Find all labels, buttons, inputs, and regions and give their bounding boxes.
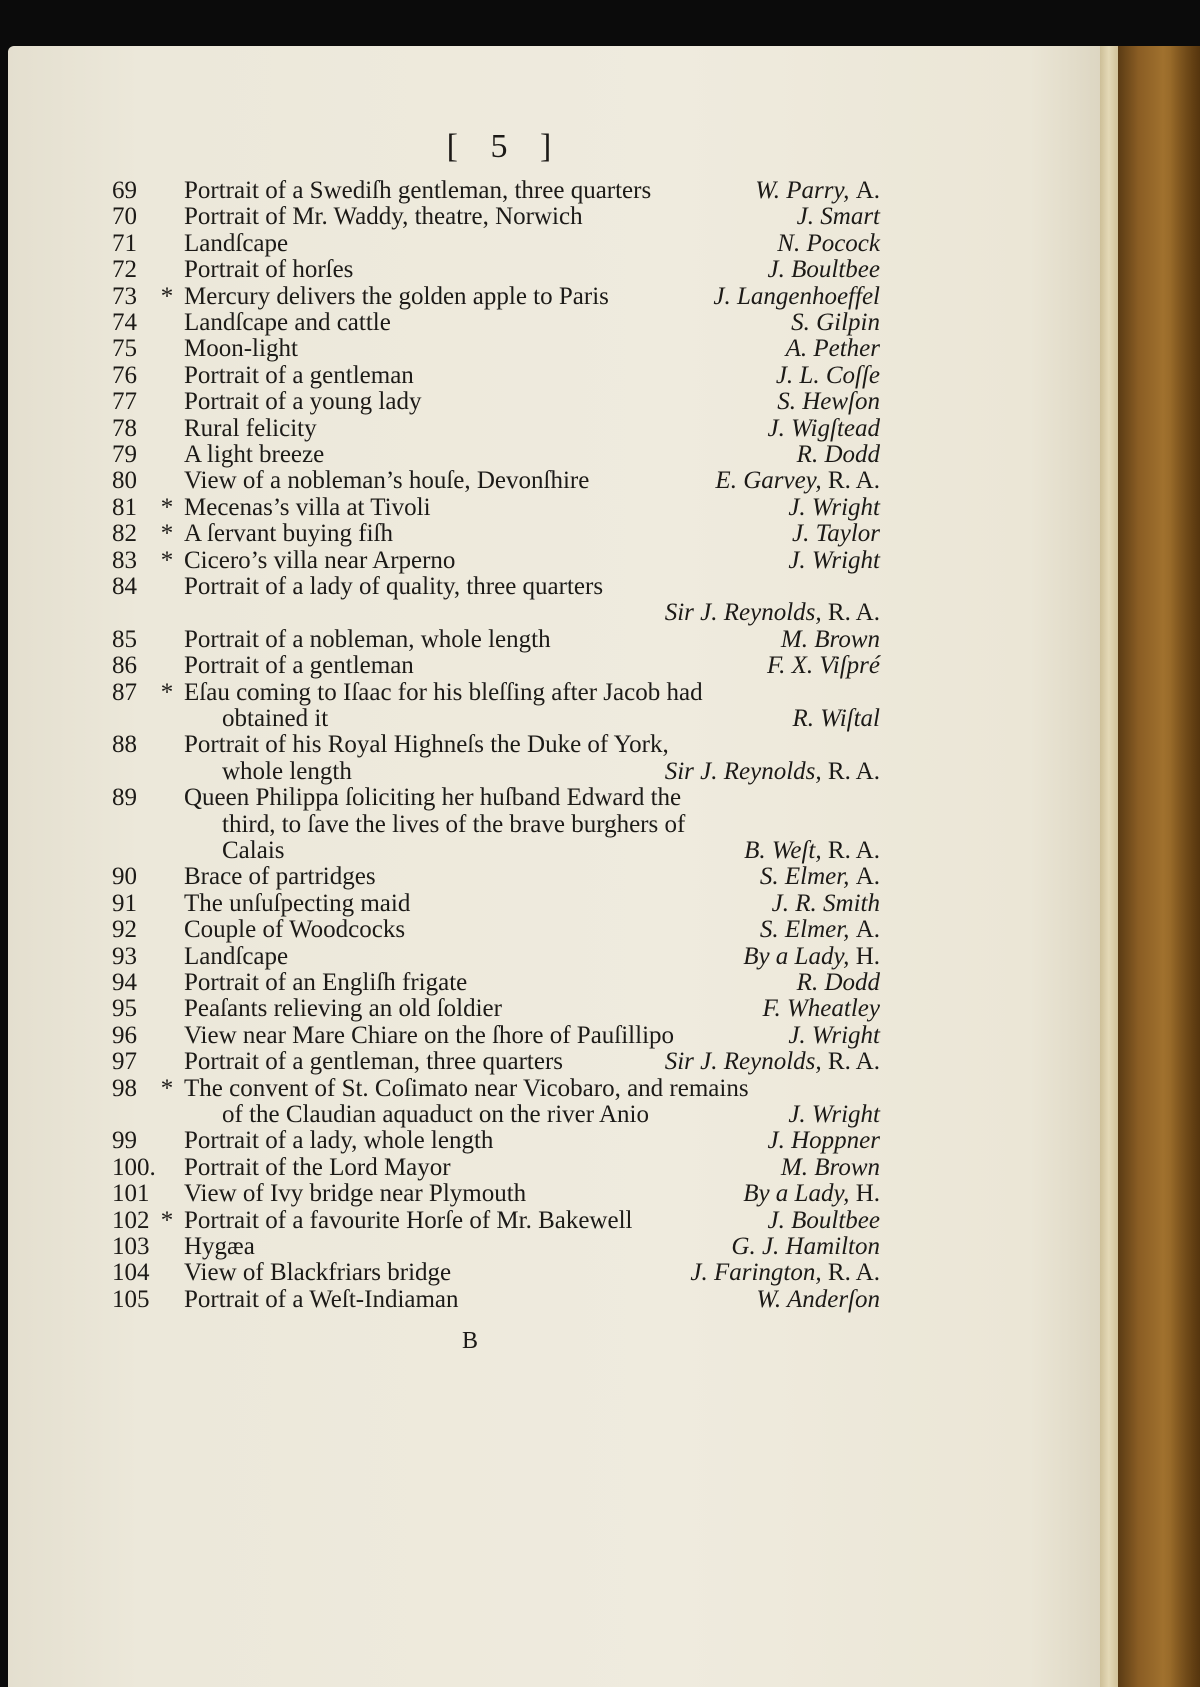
entry-artist bbox=[781, 1154, 880, 1181]
entry-artist bbox=[792, 520, 880, 547]
entry-title: View near Mare Chiare on the ſhore of Pauſillipo bbox=[184, 1021, 675, 1049]
entry-number: 91 bbox=[112, 889, 137, 917]
entry-artist bbox=[797, 203, 880, 230]
entry-number: 95 bbox=[112, 995, 137, 1023]
catalogue-entry bbox=[0, 811, 1000, 838]
entry-title: Moon-light bbox=[184, 335, 298, 363]
entry-number: 76 bbox=[112, 361, 137, 389]
artist-name: Sir J. Reynolds, bbox=[664, 1048, 822, 1076]
entry-artist bbox=[768, 1127, 880, 1154]
artist-name: J. Wigſtead bbox=[767, 414, 880, 442]
artist-rank: R. A. bbox=[827, 757, 880, 785]
catalogue-entry bbox=[0, 1259, 1000, 1286]
catalogue-entry bbox=[0, 1022, 1000, 1049]
entry-artist bbox=[665, 599, 880, 626]
catalogue-entry bbox=[0, 1101, 1000, 1128]
entry-number: 96 bbox=[112, 1021, 137, 1049]
catalogue-entry bbox=[0, 731, 1000, 758]
entry-asterisk: * bbox=[160, 282, 174, 310]
entry-title: Mecenas’s villa at Tivoli bbox=[184, 493, 431, 521]
catalogue-entry bbox=[0, 1233, 1000, 1260]
entry-title: View of Ivy bridge near Plymouth bbox=[184, 1180, 527, 1208]
artist-name: J. Wright bbox=[788, 546, 880, 574]
catalogue-entry bbox=[0, 626, 1000, 653]
entry-number: 103 bbox=[112, 1233, 150, 1260]
entry-artist bbox=[772, 890, 880, 917]
artist-name: J. L. Coſſe bbox=[775, 361, 880, 389]
entry-number: 85 bbox=[112, 625, 137, 653]
entry-artist bbox=[788, 1101, 880, 1128]
catalogue-entry bbox=[0, 652, 1000, 679]
entry-number: 104 bbox=[112, 1259, 150, 1287]
entry-title: Brace of partridges bbox=[184, 863, 376, 891]
artist-rank: R. A. bbox=[827, 1259, 880, 1287]
entry-number: 90 bbox=[112, 863, 137, 891]
entry-title: The unſuſpecting maid bbox=[184, 889, 411, 917]
artist-name: S. Elmer, bbox=[759, 863, 850, 891]
catalogue-entry bbox=[0, 916, 1000, 943]
entry-artist bbox=[797, 969, 880, 996]
entry-number: 92 bbox=[112, 916, 137, 944]
artist-name: B. Weſt, bbox=[744, 837, 822, 864]
entry-title: Cicero’s villa near Arperno bbox=[184, 546, 456, 574]
artist-name: Sir J. Reynolds, bbox=[664, 757, 822, 785]
entry-title: obtained it bbox=[222, 705, 329, 732]
artist-rank: R. A. bbox=[827, 599, 880, 627]
entry-title: whole length bbox=[222, 757, 352, 785]
entry-artist bbox=[713, 283, 880, 310]
catalogue-entry bbox=[0, 890, 1000, 917]
catalogue-entry bbox=[0, 1286, 1000, 1313]
entry-title: Portrait of a young lady bbox=[184, 388, 422, 416]
entry-asterisk: * bbox=[160, 493, 174, 521]
artist-name: J. Hoppner bbox=[767, 1127, 880, 1155]
artist-name: S. Elmer, bbox=[759, 916, 850, 944]
artist-name: J. Langenhoeffel bbox=[713, 282, 880, 310]
artist-rank: A. bbox=[855, 863, 880, 891]
artist-name: J. Smart bbox=[796, 203, 880, 231]
entry-artist bbox=[744, 837, 880, 864]
entry-title: third, to ſave the lives of the brave burghers of bbox=[222, 810, 686, 838]
artist-rank: R. A. bbox=[827, 467, 880, 495]
artist-name: J. Farington, bbox=[690, 1259, 822, 1287]
entry-title: Couple of Woodcocks bbox=[184, 916, 406, 944]
entry-title: Portrait of a lady of quality, three quarters bbox=[184, 573, 604, 600]
artist-name: M. Brown bbox=[780, 625, 880, 653]
entry-artist bbox=[743, 943, 880, 970]
catalogue-entry bbox=[0, 1048, 1000, 1075]
catalogue-entry bbox=[0, 1075, 1000, 1102]
artist-name: J. Wright bbox=[788, 493, 880, 521]
entry-number: 88 bbox=[112, 731, 137, 759]
catalogue-entry bbox=[0, 520, 1000, 547]
catalogue-entry bbox=[0, 995, 1000, 1022]
entry-number: 79 bbox=[112, 441, 137, 468]
entry-title: Portrait of horſes bbox=[184, 256, 354, 284]
artist-name: M. Brown bbox=[780, 1153, 880, 1181]
entry-title: Portrait of a Weſt-Indiaman bbox=[184, 1285, 459, 1313]
entry-artist bbox=[767, 652, 880, 679]
entry-number: 73 bbox=[112, 282, 137, 310]
entry-artist bbox=[665, 758, 880, 785]
entry-number: 101 bbox=[112, 1180, 150, 1208]
artist-rank: A. bbox=[855, 916, 880, 944]
artist-name: R. Wiſtal bbox=[792, 705, 880, 732]
artist-name: A. Pether bbox=[785, 335, 880, 363]
signature-mark: B bbox=[461, 1328, 478, 1354]
entry-number: 78 bbox=[112, 414, 137, 442]
catalogue-entry bbox=[0, 335, 1000, 362]
catalogue-entry bbox=[0, 943, 1000, 970]
catalogue-entry bbox=[0, 467, 1000, 494]
catalogue-entry bbox=[0, 415, 1000, 442]
artist-rank: A. bbox=[855, 177, 880, 204]
artist-name: S. Gilpin bbox=[791, 309, 880, 336]
entry-artist bbox=[781, 626, 880, 653]
artist-name: W. Anderſon bbox=[756, 1285, 880, 1313]
entry-title: Portrait of an Engliſh frigate bbox=[184, 969, 468, 996]
entry-title: Portrait of a gentleman, three quarters bbox=[184, 1048, 564, 1076]
entry-title: Rural felicity bbox=[184, 414, 317, 442]
entry-title: Portrait of a Swediſh gentleman, three quarters bbox=[184, 177, 652, 204]
entry-number: 70 bbox=[112, 203, 137, 231]
artist-name: E. Garvey, bbox=[715, 467, 822, 495]
catalogue-entry bbox=[0, 969, 1000, 996]
artist-rank: H. bbox=[855, 942, 880, 970]
catalogue-entry bbox=[0, 441, 1000, 468]
artist-name: By a Lady, bbox=[743, 942, 850, 970]
catalogue-entry bbox=[0, 705, 1000, 732]
catalogue-entry bbox=[0, 494, 1000, 521]
entry-number: 82 bbox=[112, 520, 137, 548]
artist-name: J. Wright bbox=[788, 1101, 880, 1128]
entry-asterisk: * bbox=[160, 678, 174, 706]
entry-artist bbox=[797, 441, 880, 468]
entry-title: Portrait of a gentleman bbox=[184, 361, 414, 389]
artist-name: By a Lady, bbox=[743, 1180, 850, 1208]
entry-number: 87 bbox=[112, 678, 137, 706]
artist-name: N. Pocock bbox=[777, 229, 880, 257]
entry-title: Mercury delivers the golden apple to Paris bbox=[184, 282, 609, 310]
catalogue-entry bbox=[0, 230, 1000, 257]
entry-title: Landſcape bbox=[184, 942, 289, 970]
artist-name: G. J. Hamilton bbox=[731, 1233, 880, 1260]
entry-artist bbox=[793, 705, 881, 732]
entry-artist bbox=[690, 1259, 880, 1286]
artist-name: W. Parry, bbox=[755, 177, 850, 204]
catalogue-entry bbox=[0, 1127, 1000, 1154]
artist-rank: H. bbox=[855, 1180, 880, 1208]
entry-artist bbox=[788, 547, 880, 574]
catalogue-entry bbox=[0, 758, 1000, 785]
entry-number: 99 bbox=[112, 1127, 137, 1155]
entry-artist bbox=[760, 916, 880, 943]
entry-number: 93 bbox=[112, 942, 137, 970]
entry-number: 81 bbox=[112, 493, 137, 521]
entry-artist bbox=[731, 1233, 880, 1260]
entry-title: Portrait of a nobleman, whole length bbox=[184, 625, 551, 653]
entry-number: 105 bbox=[112, 1285, 150, 1313]
catalogue-entry bbox=[0, 388, 1000, 415]
entry-number: 98 bbox=[112, 1074, 137, 1102]
catalogue-entry bbox=[0, 547, 1000, 574]
entry-number: 102 bbox=[112, 1206, 150, 1234]
catalogue-entry bbox=[0, 1207, 1000, 1234]
entry-artist bbox=[788, 494, 880, 521]
entry-number: 84 bbox=[112, 573, 137, 600]
artist-name: J. Boultbee bbox=[767, 1206, 880, 1234]
entry-title: The convent of St. Coſimato near Vicobaro, and remains bbox=[184, 1074, 749, 1102]
entry-title: A ſervant buying fiſh bbox=[184, 520, 393, 548]
entry-title: Portrait of his Royal Highneſs the Duke of York, bbox=[184, 731, 669, 759]
entry-number: 83 bbox=[112, 546, 137, 574]
entry-number: 77 bbox=[112, 388, 137, 416]
entry-asterisk: * bbox=[160, 1206, 174, 1234]
entry-artist bbox=[760, 863, 880, 890]
entry-title: A light breeze bbox=[184, 441, 325, 468]
entry-artist bbox=[715, 467, 880, 494]
entry-artist bbox=[768, 415, 880, 442]
catalogue-entry bbox=[0, 573, 1000, 600]
entry-number: 74 bbox=[112, 309, 137, 336]
catalogue-entry bbox=[0, 283, 1000, 310]
entry-artist bbox=[777, 230, 880, 257]
entry-number: 89 bbox=[112, 784, 137, 812]
artist-rank: R. A. bbox=[827, 837, 880, 864]
book-cover-shadow bbox=[1170, 46, 1200, 1687]
catalogue-entry bbox=[0, 203, 1000, 230]
entry-title: Portrait of Mr. Waddy, theatre, Norwich bbox=[184, 203, 583, 231]
artist-name: S. Hewſon bbox=[777, 388, 880, 416]
entry-title: Eſau coming to Iſaac for his bleſſing after Jacob had bbox=[184, 678, 703, 706]
entry-artist bbox=[755, 177, 880, 204]
entry-title: Hygæa bbox=[184, 1233, 255, 1260]
entry-asterisk: * bbox=[160, 520, 174, 548]
entry-artist bbox=[776, 362, 880, 389]
artist-name: Sir J. Reynolds, bbox=[664, 599, 822, 627]
entry-number: 69 bbox=[112, 177, 137, 204]
entry-number: 72 bbox=[112, 256, 137, 284]
catalogue-entry bbox=[0, 1180, 1000, 1207]
entry-artist bbox=[665, 1048, 880, 1075]
artist-name: J. Boultbee bbox=[767, 256, 880, 284]
artist-name: J. R. Smith bbox=[771, 889, 880, 917]
entry-number: 71 bbox=[112, 229, 137, 257]
entry-title: Portrait of a lady, whole length bbox=[184, 1127, 494, 1155]
artist-name: R. Dodd bbox=[796, 441, 880, 468]
entry-artist bbox=[786, 335, 880, 362]
entry-title: Portrait of a gentleman bbox=[184, 652, 414, 680]
artist-name: F. X. Viſpré bbox=[767, 652, 880, 680]
entry-artist bbox=[777, 388, 880, 415]
entry-title: Portrait of a favourite Horſe of Mr. Bakewell bbox=[184, 1206, 633, 1234]
entry-title: Peaſants relieving an old ſoldier bbox=[184, 995, 502, 1023]
catalogue-entry bbox=[0, 784, 1000, 811]
entry-artist bbox=[756, 1286, 880, 1313]
catalogue-entry bbox=[0, 679, 1000, 706]
artist-rank: R. A. bbox=[827, 1048, 880, 1076]
entry-number: 75 bbox=[112, 335, 137, 363]
catalogue-entry bbox=[0, 1154, 1000, 1181]
catalogue-entry bbox=[0, 362, 1000, 389]
entry-asterisk: * bbox=[160, 1074, 174, 1102]
entry-number: 100. bbox=[112, 1153, 156, 1181]
entry-title: Landſcape bbox=[184, 229, 289, 257]
page-number-header: [ 5 ] bbox=[446, 128, 564, 165]
entry-title: Queen Philippa ſoliciting her huſband Edward the bbox=[184, 784, 682, 812]
entry-title: of the Claudian aquaduct on the river Anio bbox=[222, 1101, 649, 1128]
entry-artist bbox=[743, 1180, 880, 1207]
entry-number: 86 bbox=[112, 652, 137, 680]
catalogue-entry bbox=[0, 863, 1000, 890]
catalogue-entry bbox=[0, 309, 1000, 336]
catalogue-entry bbox=[0, 177, 1000, 204]
catalogue-entry bbox=[0, 599, 1000, 626]
entry-number: 94 bbox=[112, 969, 137, 996]
entry-artist bbox=[788, 1022, 880, 1049]
artist-name: F. Wheatley bbox=[762, 995, 880, 1023]
entry-title: Portrait of the Lord Mayor bbox=[184, 1153, 451, 1181]
entry-title: View of a nobleman’s houſe, Devonſhire bbox=[184, 467, 590, 495]
catalogue-entry bbox=[0, 256, 1000, 283]
entry-artist bbox=[791, 309, 880, 336]
catalogue-entry bbox=[0, 837, 1000, 864]
artist-name: J. Taylor bbox=[792, 520, 880, 548]
entry-asterisk: * bbox=[160, 546, 174, 574]
entry-number: 80 bbox=[112, 467, 137, 495]
entry-title: View of Blackfriars bridge bbox=[184, 1259, 452, 1287]
artist-name: R. Dodd bbox=[796, 969, 880, 996]
entry-title: Calais bbox=[222, 837, 285, 864]
entry-artist bbox=[768, 1207, 880, 1234]
entry-artist bbox=[762, 995, 880, 1022]
entry-title: Landſcape and cattle bbox=[184, 309, 391, 336]
entry-artist bbox=[768, 256, 880, 283]
artist-name: J. Wright bbox=[788, 1021, 880, 1049]
entry-number: 97 bbox=[112, 1048, 137, 1076]
